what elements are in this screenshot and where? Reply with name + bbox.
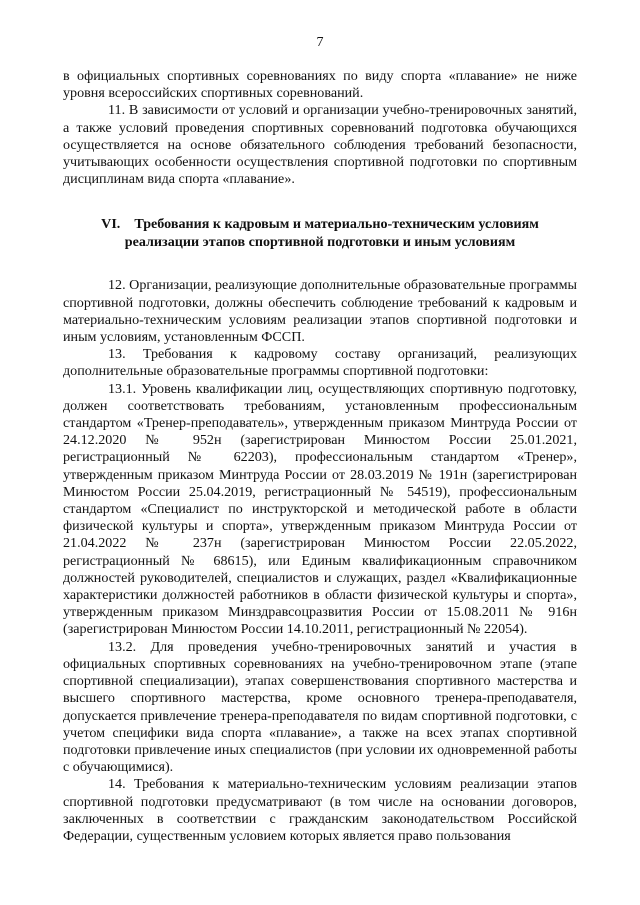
section-heading bbox=[63, 216, 577, 251]
paragraph-12: 12. Организации, реализующие дополнительные образовательные программы спортивной подготовки, должны обеспечить соблюдение требований к кадровым и материально-техническим условиям реализации этапов спортивной подготовки и иным условиям, установленным ФССП. bbox=[63, 277, 577, 346]
paragraph-11: 11. В зависимости от условий и организации учебно-тренировочных занятий, а также условий проведения спортивных соревнований подготовка обучающихся осуществляется на основе обязательного соблюдения требований безопасности, учитывающих особенности осуществления спортивной подготовки по спортивным дисциплинам вида спорта «плавание». bbox=[63, 102, 577, 188]
document-body bbox=[63, 68, 577, 845]
paragraph-13: 13. Требования к кадровому составу организаций, реализующих дополнительные образовательные программы спортивной подготовки: bbox=[63, 346, 577, 380]
page-number: 7 bbox=[316, 35, 324, 50]
paragraph-13-1: 13.1. Уровень квалификации лиц, осуществляющих спортивную подготовку, должен соответствовать требованиям, установленным профессиональным стандартом «Тренер-преподаватель», утвержденным приказом Минтруда России от 24.12.2020 № 952н (зарегистрирован Минюстом России 25.01.2021, регистрационный № 62203), профессиональным стандартом «Тренер», утвержденным приказом Минтруда России от 28.03.2019 № 191н (зарегистрирован Минюстом России 25.04.2019, регистрационный № 54519), профессиональным стандартом «Специалист по инструкторской и методической работе в области физической культуры и спорта», утвержденным приказом Минтруда России от 21.04.2022 № 237н (зарегистрирован Минюстом России 22.05.2022, регистрационный № 68615), или Единым квалификационным справочником должностей руководителей, специалистов и служащих, раздел «Квалификационные характеристики должностей работников в области физической культуры и спорта», утвержденным приказом Минздравсоцразвития России от 15.08.2011 № 916н (зарегистрирован Минюстом России 14.10.2011, регистрационный № 22054). bbox=[63, 380, 577, 638]
continuation-paragraph: в официальных спортивных соревнованиях по виду спорта «плавание» не ниже уровня всероссийских спортивных соревнований. bbox=[63, 68, 577, 102]
paragraph-14: 14. Требования к материально-техническим условиям реализации этапов спортивной подготовки предусматривают (в том числе на основании договоров, заключенных в соответствии с гражданским законодательством Российской Федерации, существенным условием которых является право пользования bbox=[63, 776, 577, 844]
section-title: Требования к кадровым и материально-техническим условиям реализации этапов спортивной подготовки и иным условиям bbox=[124, 216, 539, 250]
section-number: VI. bbox=[101, 216, 121, 233]
paragraph-13-2: 13.2. Для проведения учебно-тренировочных занятий и участия в официальных спортивных соревнованиях на учебно-тренировочном этапе (этапе спортивной специализации), этапах совершенствования спортивного мастерства и высшего спортивного мастерства, кроме основного тренера-преподавателя, допускается привлечение тренера-преподавателя по видам спортивной подготовки, с учетом специфики вида спорта «плавание», а также на всех этапах спортивной подготовки привлечение иных специалистов (при условии их одновременной работы с обучающимися). bbox=[63, 638, 577, 776]
